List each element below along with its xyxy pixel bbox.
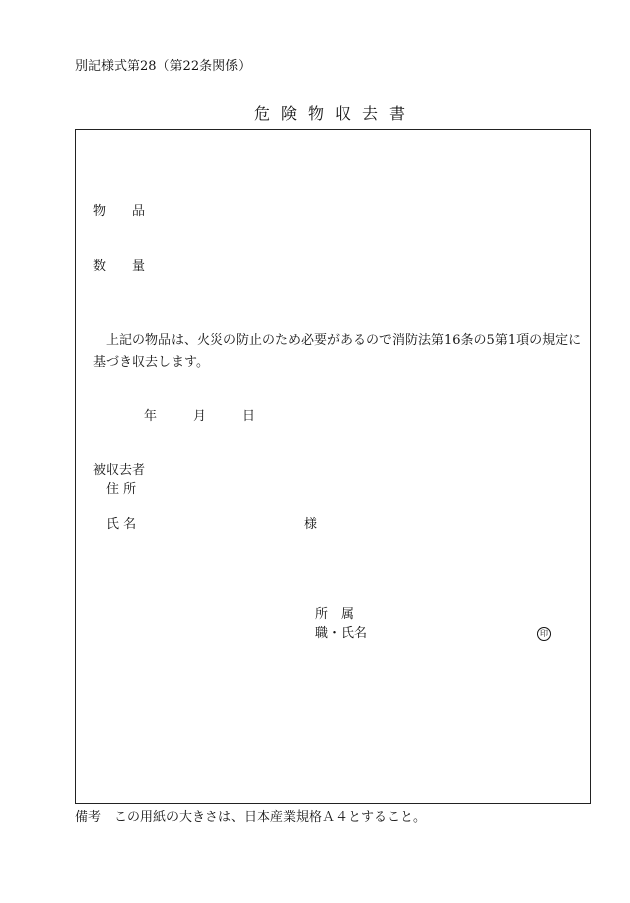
subject-name-label: 氏 名 [106, 517, 137, 532]
statement-text: 上記の物品は、火災の防止のため必要があるので消防法第16条の5第1項の規定に基づき収去します。 [93, 333, 582, 370]
official-affiliation-label: 所 属 [315, 607, 355, 622]
date-day-label: 日 [242, 409, 256, 424]
subject-honorific: 様 [304, 517, 318, 532]
date-year-label: 年 [144, 409, 158, 424]
form-reference: 別記様式第28（第22条関係） [75, 59, 252, 74]
date-month-label: 月 [193, 409, 207, 424]
document-title: 危険物収去書 [254, 104, 417, 123]
seal-mark: 印 [537, 627, 551, 641]
footer-note: 備考 この用紙の大きさは、日本産業規格Ａ４とすること。 [75, 810, 427, 825]
subject-address-label: 住 所 [106, 482, 137, 497]
item-label: 物 品 [93, 204, 146, 219]
subject-heading: 被収去者 [93, 463, 146, 478]
form-frame [75, 129, 591, 804]
official-position-name-label: 職・氏名 [315, 626, 368, 641]
quantity-label: 数 量 [93, 259, 146, 274]
